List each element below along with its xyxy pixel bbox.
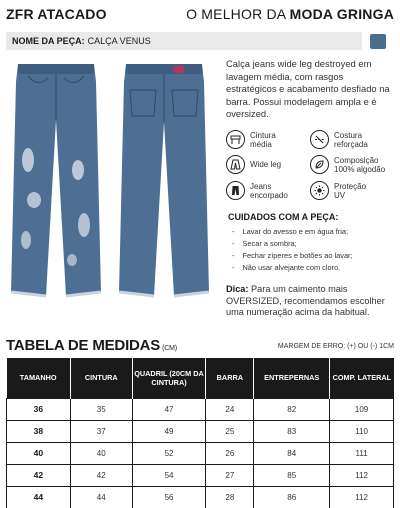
size-table-unit: (CM) [162,345,177,352]
header-size: TAMANHO [7,358,71,398]
tagline-prefix: O MELHOR DA [186,6,286,22]
care-list [232,226,392,274]
feature-cotton: Composição 100% algodão [310,155,385,174]
jeans-icon [226,181,245,200]
header-hip: QUADRIL (20CM DA CINTURA) [132,358,206,398]
header-waist: CINTURA [70,358,132,398]
product-description: Calça jeans wide leg destroyed em lavagem média, com rasgos estratégicos e acabamento desfiado na barra. Possui modelagem ampla e é oversized. [226,58,390,119]
brand-title: ZFR ATACADO [6,6,107,22]
table-row: 42 42 54 27 85 112 [7,464,394,486]
table-row: 36 35 47 24 82 109 [7,398,394,420]
waist-icon [226,130,245,149]
jeans-front-image [8,60,104,300]
header-inseam: ENTREPERNAS [254,358,330,398]
feature-uv: Proteção UV [310,181,366,200]
header-length: COMP. LATERAL [330,358,394,398]
table-row: 40 40 52 26 84 111 [7,442,394,464]
product-name-bar [6,32,362,50]
feature-waist: Cintura média [226,130,276,149]
care-item: - Não usar alvejante com cloro. [232,262,392,274]
feature-stitch: Costura reforçada [310,130,368,149]
tip-label: Dica: [226,284,249,294]
feature-wide-leg: Wide leg [226,155,281,174]
margin-note: MARGEM DE ERRO: (+) OU (-) 1CM [277,343,394,350]
header-hem: BARRA [206,358,254,398]
size-table-header-row [7,358,394,398]
care-item: - Fechar zíperes e botões ao lavar; [232,250,392,262]
size-table [6,358,394,508]
stitch-icon [310,130,329,149]
product-name-label: NOME DA PEÇA: [12,36,85,46]
care-item: - Lavar do avesso e em água fria; [232,226,392,238]
tip-text: Dica: Para um caimento mais OVERSIZED, recomendamos escolher uma numeração acima da habitual. [226,284,385,317]
care-item: - Secar a sombra; [232,238,392,250]
color-swatch [370,34,386,49]
product-name-value: CALÇA VENUS [87,36,151,46]
care-title: CUIDADOS COM A PEÇA: [228,212,339,222]
size-table-title: TABELA DE MEDIDAS (CM) [6,337,177,354]
wide-leg-icon [226,155,245,174]
leaf-icon [310,155,329,174]
tagline [186,6,394,22]
jeans-back-image [116,60,212,300]
feature-heavy-denim: Jeans encorpado [226,181,288,200]
tagline-bold: MODA GRINGA [289,6,394,22]
table-row: 38 37 49 25 83 110 [7,420,394,442]
table-row: 44 44 56 28 86 112 [7,486,394,508]
sun-icon [310,181,329,200]
